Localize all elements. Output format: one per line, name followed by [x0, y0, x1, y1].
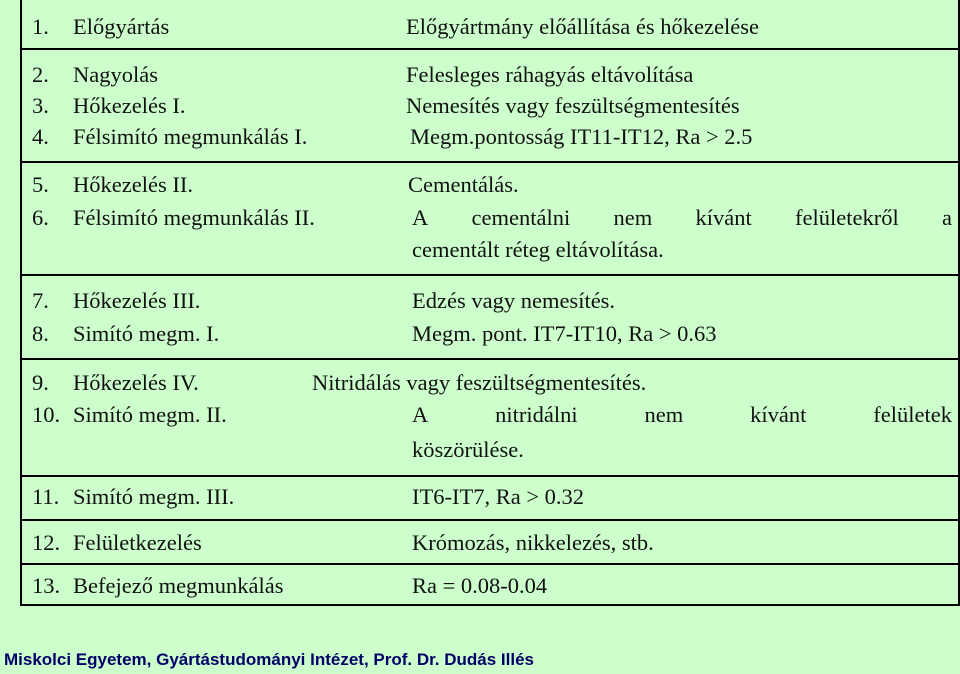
step-number: 7.: [32, 288, 49, 313]
desc-word: kívánt: [750, 402, 807, 427]
step-description: Krómozás, nikkelezés, stb.: [412, 530, 654, 555]
step-number: 11.: [32, 484, 60, 509]
step-label: Hőkezelés I.: [73, 93, 186, 118]
step-description: IT6-IT7, Ra > 0.32: [412, 484, 585, 509]
step-description-line2: cementált réteg eltávolítása.: [412, 237, 664, 262]
desc-word: A: [412, 205, 429, 230]
step-label: Nagyolás: [73, 62, 158, 87]
step-description: Felesleges ráhagyás eltávolítása: [406, 62, 694, 87]
group-7: [22, 521, 958, 565]
desc-word: nem: [644, 402, 684, 427]
group-3: [22, 163, 958, 276]
step-label: Félsimító megmunkálás I.: [73, 124, 308, 149]
step-description: Nemesítés vagy feszültségmentesítés: [406, 93, 740, 118]
step-row-10: [22, 400, 960, 430]
step-description: Előgyártmány előállítása és hőkezelése: [406, 14, 759, 39]
step-description: Edzés vagy nemesítés.: [412, 288, 616, 313]
desc-word: cementálni: [471, 205, 571, 230]
process-table: [20, 0, 960, 606]
step-label: Félsimító megmunkálás II.: [73, 205, 315, 230]
step-number: 1.: [32, 14, 49, 39]
step-number: 4.: [32, 124, 49, 149]
step-label: Felületkezelés: [73, 530, 202, 555]
step-description: Megm. pont. IT7-IT10, Ra > 0.63: [412, 321, 717, 346]
desc-word: nitridálni: [495, 402, 578, 427]
group-5: [22, 360, 958, 477]
step-description: Nitridálás vagy feszültségmentesítés.: [312, 370, 647, 395]
group-8: [22, 565, 958, 606]
step-label: Hőkezelés III.: [73, 288, 201, 313]
step-label: Simító megm. II.: [73, 402, 227, 427]
step-number: 9.: [32, 370, 49, 395]
desc-word: A: [412, 402, 429, 427]
desc-word: a: [941, 205, 952, 230]
step-number: 12.: [32, 530, 61, 555]
group-6: [22, 477, 958, 521]
step-label: Előgyártás: [73, 14, 170, 39]
step-number: 10.: [32, 402, 61, 427]
step-label: Hőkezelés II.: [73, 172, 193, 197]
step-description-line1: [412, 203, 952, 233]
step-label: Befejező megmunkálás: [73, 573, 284, 598]
step-number: 6.: [32, 205, 49, 230]
step-number: 2.: [32, 62, 49, 87]
step-label: Simító megm. I.: [73, 321, 220, 346]
step-description: Ra = 0.08-0.04: [412, 573, 548, 598]
desc-word: kívánt: [695, 205, 752, 230]
desc-word: felületekről: [795, 205, 899, 230]
group-4: [22, 276, 958, 360]
step-description-line2: köszörülése.: [412, 437, 524, 462]
step-label: Simító megm. III.: [73, 484, 235, 509]
step-number: 8.: [32, 321, 49, 346]
footer-credit: Miskolci Egyetem, Gyártástudományi Intézet, Prof. Dr. Dudás Illés: [4, 650, 534, 669]
step-number: 5.: [32, 172, 49, 197]
step-number: 13.: [32, 573, 61, 598]
desc-word: felületek: [873, 402, 952, 427]
group-1: [22, 0, 958, 50]
desc-word: nem: [613, 205, 653, 230]
step-label: Hőkezelés IV.: [73, 370, 199, 395]
group-2: [22, 50, 958, 163]
step-row-6: [22, 203, 960, 233]
step-description-line1: [412, 400, 952, 430]
step-description: Cementálás.: [408, 172, 519, 197]
step-number: 3.: [32, 93, 49, 118]
step-description: Megm.pontosság IT11-IT12, Ra > 2.5: [410, 124, 753, 149]
